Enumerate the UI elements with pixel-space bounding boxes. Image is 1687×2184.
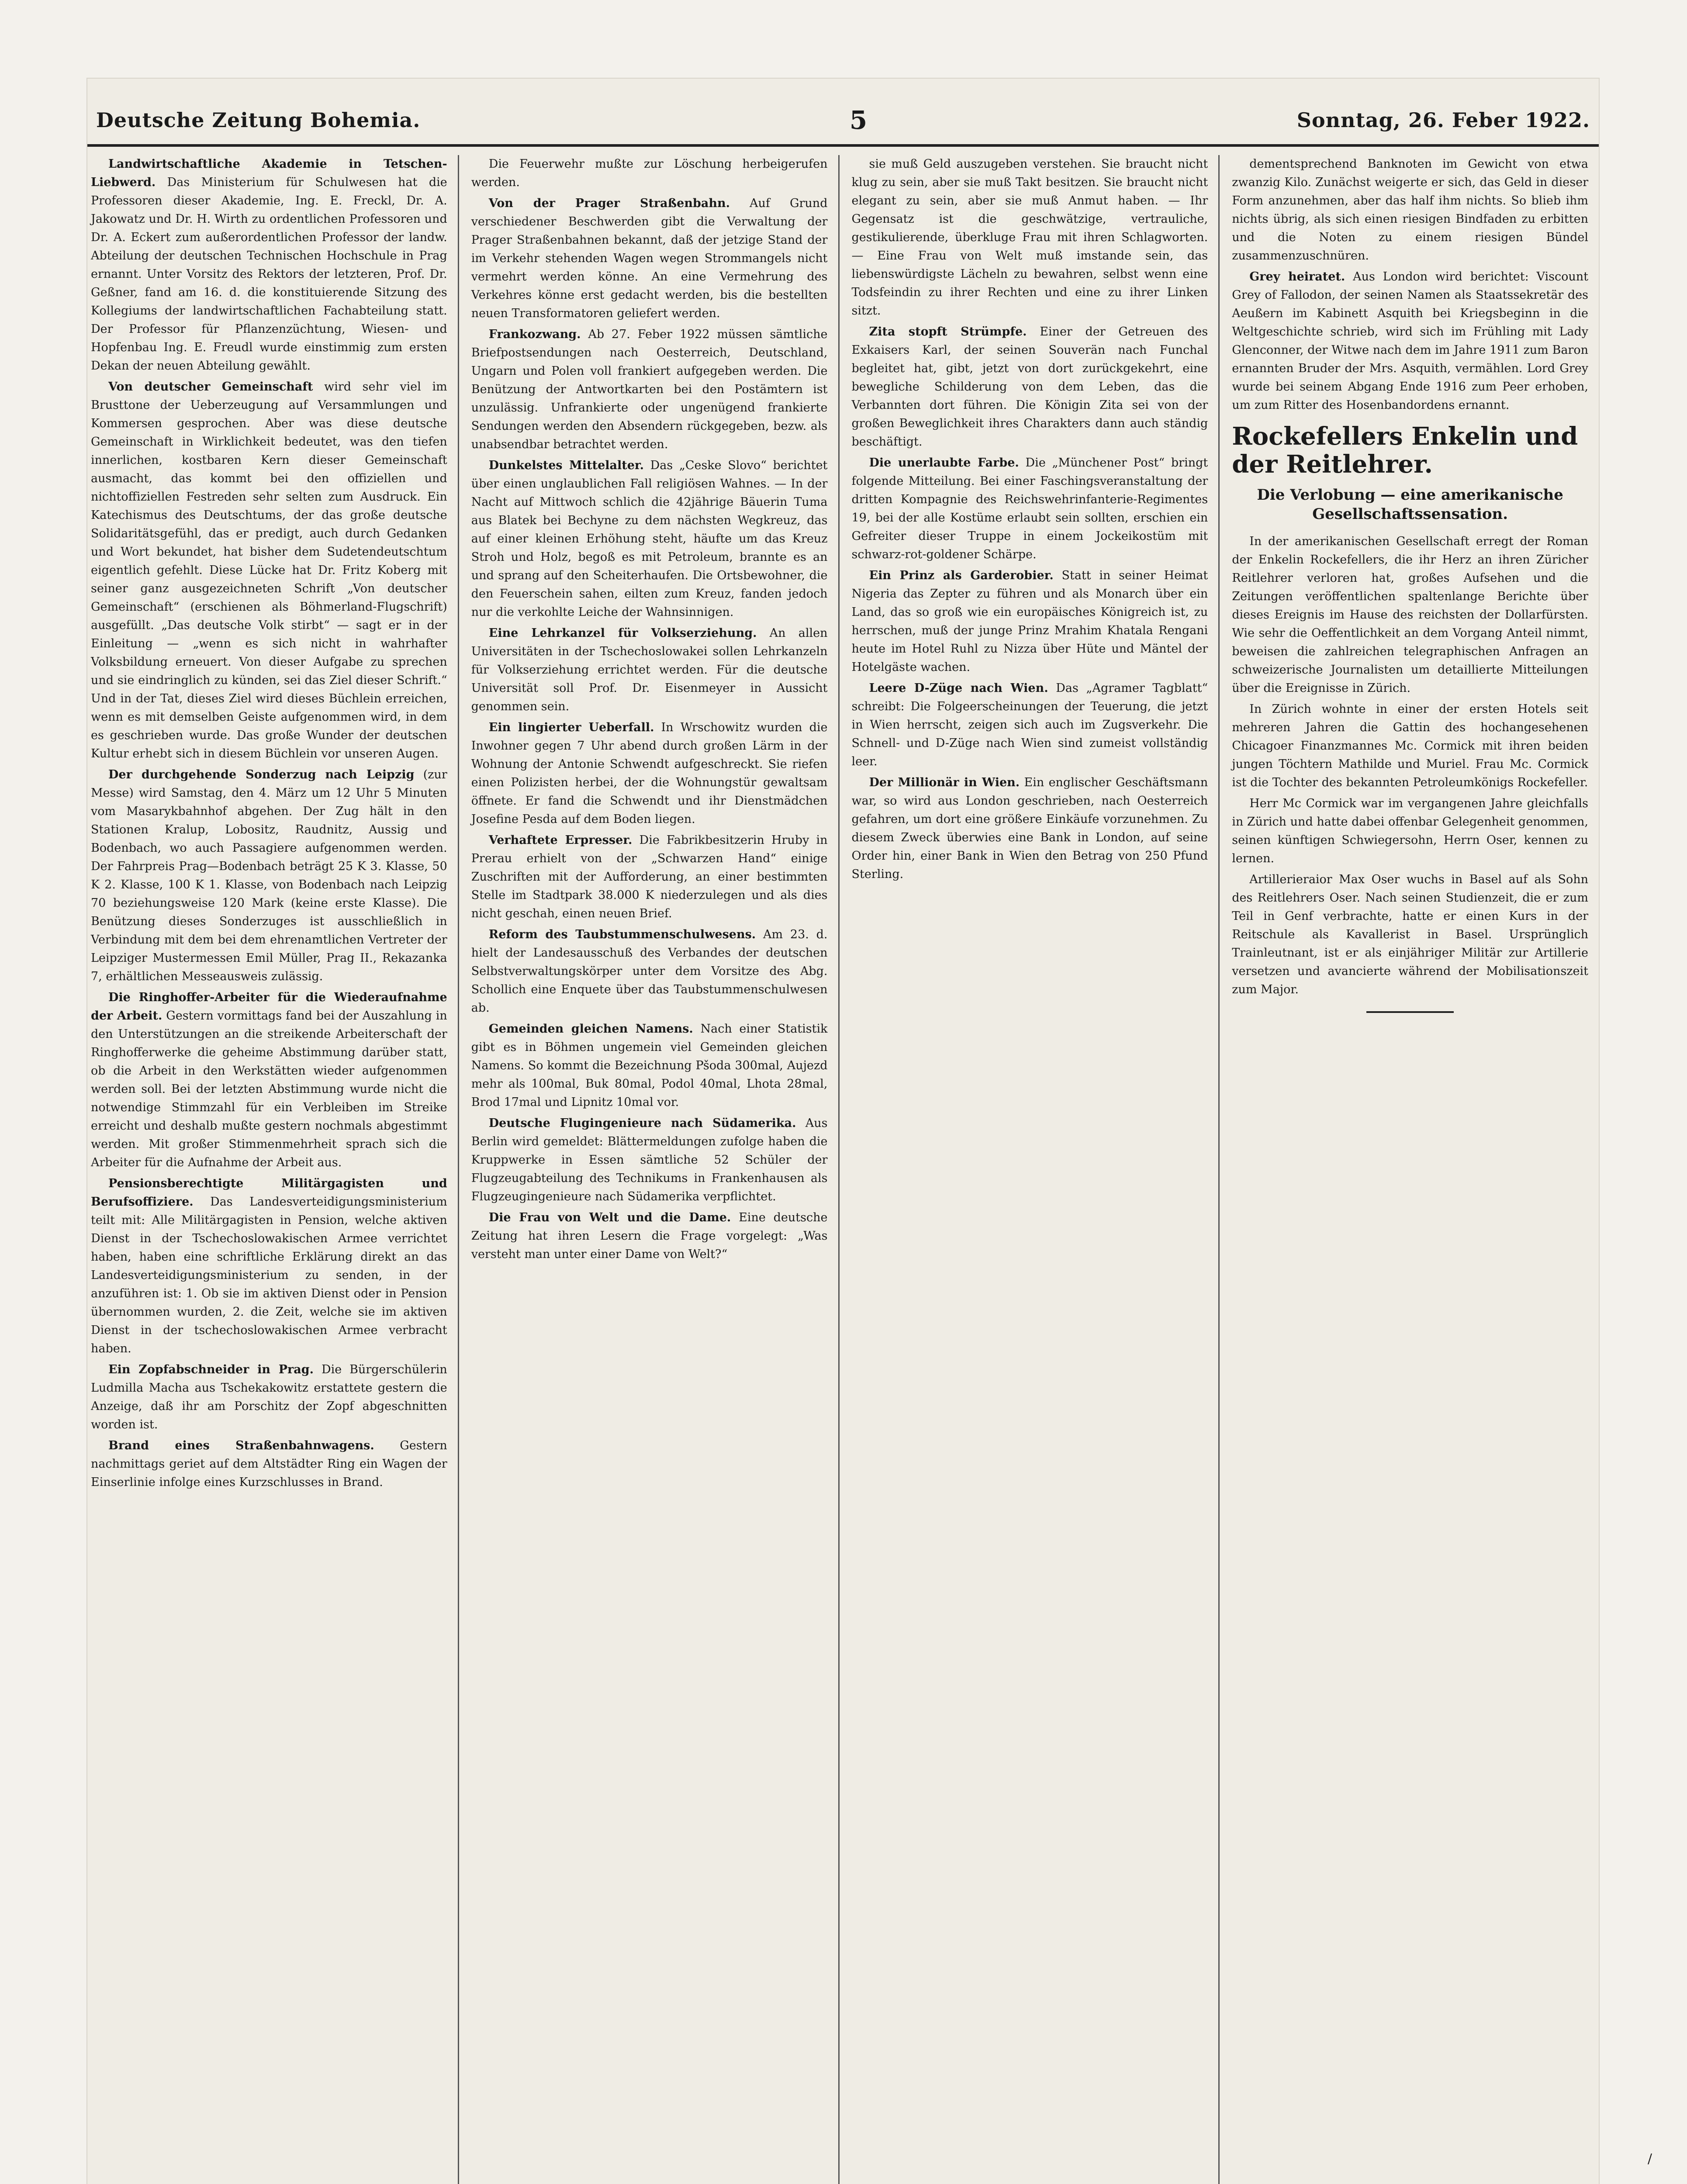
news-item (1232, 871, 1588, 999)
news-item (471, 194, 828, 323)
news-item-lead: Eine Lehrkanzel für Volkserziehung. (488, 626, 757, 640)
news-item (471, 831, 828, 923)
news-item (471, 624, 828, 716)
corner-mark: / (1647, 2151, 1652, 2167)
news-item (852, 679, 1208, 771)
news-item-lead: Dunkelstes Mittelalter. (488, 459, 644, 472)
news-item (471, 926, 828, 1017)
news-item-text: wird sehr viel im Brusttone der Ueberzeugung auf Versammlungen und Kommersen gesprochen. Aber was diese deutsche Gemeinschaft in Wirklichkeit bedeutet, was den tiefen innerlichen, kostbaren Kern dieser Gemeinschaft ausmacht, das kommt bei den offiziellen und nichtoffiziellen Festreden sehr selten zum Ausdruck. Ein Katechismus des Deutschtums, der das große deutsche Solidaritätsgefühl, das er predigt, auch durch Gedanken und Wort bekundet, hat bisher dem Sudetendeutschtum eigentlich gefehlt. Diese Lücke hat Dr. Fritz Koberg mit seiner ganz ausgezeichneten Schrift „Von deutscher Gemeinschaft“ (erschienen als Böhmerland-Flugschrift) ausgefüllt. „Das deutsche Volk stirbt“ — sagt er in der Einleitung — „wenn es sich nicht in wahrhafter Volksbildung erneuert. Von dieser Aufgabe zu sprechen und sie eindringlich zu künden, sei das Ziel dieser Schrift.“ Und in der Tat, dieses Ziel wird dieses Büchlein erreichen, wenn es mit demselben Geiste aufgenommen wird, in dem es geschrieben wurde. Das große Wunder der deutschen Kultur erhebt sich in diesem Büchlein vor unseren Augen. (91, 380, 447, 760)
news-item (852, 323, 1208, 451)
news-item-lead: Verhaftete Erpresser. (488, 833, 633, 847)
news-item-text: In Wrschowitz wurden die Inwohner gegen 7 Uhr abend durch großen Lärm in der Wohnung der Antonie Schwendt aufgeschreckt. Sie riefen einen Polizisten herbei, der die Wohnungstür gewaltsam öffnete. Er fand die Schwendt und ihr Dienstmädchen Josefine Pesda auf dem Boden liegen. (471, 721, 828, 826)
news-item (91, 766, 447, 986)
news-item-text: Die Bürgerschülerin Ludmilla Macha aus Tschekakowitz erstattete gestern die Anzeige, daß ihr am Porschitz der Zopf abgeschnitten worden ist. (91, 1363, 447, 1431)
news-item-text: An allen Universitäten in der Tschechoslowakei sollen Lehrkanzeln für Volkserziehung errichtet werden. Für die deutsche Universität soll Prof. Dr. Eisenmeyer in Aussicht genommen sein. (471, 626, 828, 713)
news-item (471, 325, 828, 454)
column-1 (87, 155, 459, 2184)
news-item-lead: Die Ringhoffer-Arbeiter für die Wiederaufnahme der Arbeit. (91, 991, 447, 1023)
news-item-text: Aus Berlin wird gemeldet: Blättermeldungen zufolge haben die Kruppwerke in Essen sämtliche 52 Schüler der Flugzeugabteilung des Technikums in Frankenhausen als Flugzeugingenieure nach Südamerika verpflichtet. (471, 1116, 828, 1203)
issue-date: Sonntag, 26. Feber 1922. (1296, 108, 1590, 132)
news-item-lead: Ein lingierter Ueberfall. (488, 721, 654, 734)
article-headline: Rockefellers Enkelin und der Reitlehrer. (1232, 422, 1578, 479)
news-item (91, 155, 447, 375)
news-item-lead: Grey heiratet. (1249, 270, 1345, 283)
news-item-text: Das „Agramer Tagblatt“ schreibt: Die Folgeerscheinungen der Teuerung, die jetzt in Wien herrscht, zeigen sich auch im Zugsverkehr. Die Schnell- und D-Züge nach Wien sind zumeist vollständig leer. (851, 681, 1208, 768)
news-item-text: Einer der Getreuen des Exkaisers Karl, der seinen Souverän nach Funchal begleitet hat, gibt, jetzt von dort zurückgekehrt, eine bewegliche Schilderung von dem Leben, das die Verbannten dort führen. Die Königin Zita sei von der großen Beweglichkeit ihres Charakters dann auch ständig beschäftigt. (851, 325, 1208, 449)
news-item-text: (zur Messe) wird Samstag, den 4. März um 12 Uhr 5 Minuten vom Masarykbahnhof abgehen. Der Zug hält in den Stationen Kralup, Lobositz, Raudnitz, Aussig und Bodenbach, wo auch Passagiere aufgenommen werden. Der Fahrpreis Prag—Bodenbach beträgt 25 K 3. Klasse, 50 K 2. Klasse, 100 K 1. Klasse, von Bodenbach nach Leipzig 70 beziehungsweise 120 Mark (keine erste Klasse). Die Benützung dieses Sonderzuges ist ausschließlich in Verbindung mit dem bei dem ehrenamtlichen Vertreter der Leipziger Mustermessen Emil Müller, Prag II., Rekazanka 7, erhältlichen Messeausweis zulässig. (91, 768, 447, 983)
news-item (91, 1437, 447, 1492)
news-item-lead: Reform des Taubstummenschulwesens. (488, 928, 756, 941)
news-item-text: Am 23. d. hielt der Landesausschuß des Verbandes der deutschen Selbstverwaltungskörper unter dem Vorsitze des Abg. Schollich eine Enquete über das Taubstummenschulwesen ab. (471, 928, 828, 1015)
news-item-lead: Von der Prager Straßenbahn. (488, 197, 730, 210)
news-item-text: Nach einer Statistik gibt es in Böhmen ungemein viel Gemeinden gleichen Namens. So kommt die Bezeichnung Pšoda 300mal, Aujezd mehr als 100mal, Buk 80mal, Podol 40mal, Lhota 28mal, Brod 17mal und Lipnitz 10mal vor. (471, 1022, 828, 1109)
news-item-lead: Frankozwang. (488, 328, 581, 341)
end-rule (1366, 1011, 1454, 1013)
article-subheadline: Die Verlobung — eine amerikanische Gesellschaftssensation. (1257, 486, 1563, 523)
news-item-lead: Gemeinden gleichen Namens. (488, 1022, 693, 1036)
news-item (1232, 532, 1588, 698)
news-item (91, 378, 447, 763)
news-item-text: sie muß Geld auszugeben verstehen. Sie braucht nicht klug zu sein, aber sie muß Takt besitzen. Sie braucht nicht elegant zu sein, aber sie muß Anmut haben. — Ihr Gegensatz ist die geschwätzige, vertrauliche, gestikulierende, überkluge Frau mit ihren Schlagworten. — Eine Frau von Welt muß imstande sein, das liebenswürdigste Lächeln zu bewahren, selbst wenn eine Todsfeindin zu ihrer Rechten und eine zu ihrer Linken sitzt. (851, 157, 1208, 318)
news-item-lead: Zita stopft Strümpfe. (869, 325, 1027, 339)
news-item (1232, 700, 1588, 792)
news-item-text: Eine deutsche Zeitung hat ihren Lesern die Frage vorgelegt: „Was versteht man unter einer Dame von Welt?“ (471, 1211, 828, 1261)
news-item-lead: Die Frau von Welt und die Dame. (488, 1211, 731, 1224)
newspaper-page (87, 79, 1599, 2184)
page-header (87, 96, 1599, 144)
news-item-text: Aus London wird berichtet: Viscount Grey of Fallodon, der seinen Namen als Staatssekretär des Aeußern im Kabinett Asquith bei Kriegsbeginn in die Weltgeschichte schrieb, wird sich im Frühling mit Lady Glenconner, der Witwe nach dem im Jahre 1911 zum Baron ernannten Bruder der Mrs. Asquith, vermählen. Lord Grey wurde bei seinem Abgang Ende 1916 zum Peer erhoben, um zum Ritter des Hosenbandordens ernannt. (1232, 270, 1588, 412)
news-item-text: Das Ministerium für Schulwesen hat die Professoren dieser Akademie, Ing. E. Freckl, Dr. A. Jakowatz und Dr. H. Wirth zu ordentlichen Professoren und Dr. A. Eckert zum außerordentlichen Professor der landw. Abteilung der deutschen Technischen Hochschule in Prag ernannt. Unter Vorsitz des Rektors der letzteren, Prof. Dr. Geßner, fand am 16. d. die konstituierende Sitzung des Kollegiums der landwirtschaftlichen Fachabteilung statt. Der Professor für Pflanzenzüchtung, Wiesen- und Hopfenbau Ing. E. Freudl wurde einstimmig zum ersten Dekan der neuen Abteilung gewählt. (91, 176, 447, 373)
news-item-text: Die Fabrikbesitzerin Hruby in Prerau erhielt von der „Schwarzen Hand“ einige Zuschriften mit der Aufforderung, an einer bestimmten Stelle im Stadtpark 38.000 K niederzulegen und als dies nicht geschah, einen neuen Brief. (471, 833, 828, 920)
news-item (471, 155, 828, 192)
news-item (471, 719, 828, 829)
news-item-text: Die „Münchener Post“ bringt folgende Mitteilung. Bei einer Faschingsveranstaltung der dritten Kompagnie des Reichswehrinfanterie-Regimentes 19, bei der alle Kostüme erlaubt sein sollten, erschien ein Gefreiter dieser Truppe in einem Jockeikostüm mit schwarz-rot-goldener Schärpe. (851, 456, 1208, 561)
column-3 (848, 155, 1220, 2184)
news-item-text: Statt in seiner Heimat Nigeria das Zepter zu führen und als Monarch über ein Land, das so groß wie ein europäisches Königreich ist, zu herrschen, muß der junge Prinz Mrahim Khatala Rengani heute im Hotel Ruhl zu Nizza über Hüte und Mäntel der Hotelgäste wachen. (851, 569, 1208, 674)
news-item-lead: Landwirtschaftliche Akademie in Tetschen-Liebwerd. (91, 157, 447, 189)
news-item (91, 1175, 447, 1358)
news-item-text: Ab 27. Feber 1922 müssen sämtliche Briefpostsendungen nach Oesterreich, Deutschland, Ungarn und Polen voll frankiert aufgegeben werden. Die Benützung der Antwortkarten bei den Postämtern ist unzulässig. Unfrankierte oder ungenügend frankierte Sendungen werden den Absendern rückgegeben, bezw. als unabsendbar betrachtet werden. (471, 328, 828, 451)
news-item-text: In Zürich wohnte in einer der ersten Hotels seit mehreren Jahren die Gattin des hochangesehenen Chicagoer Finanzmannes Mc. Cormick mit ihren beiden jungen Töchtern Mathilde und Muriel. Frau Mc. Cormick ist die Tochter des bekannten Petroleumkönigs Rockefeller. (1232, 702, 1588, 789)
news-item-text: Artillerieraior Max Oser wuchs in Basel auf als Sohn des Reitlehrers Oser. Nach seinen Studienzeit, die er zum Teil in Genf verbrachte, hatte er einen Kurs in der Reitschule als Kavallerist in Basel. Ursprünglich Trainleutnant, ist er als einjähriger Militär zur Artillerie versetzen und avancierte während der Mobilisationszeit zum Major. (1232, 873, 1588, 996)
news-item-lead: Pensionsberechtigte Militärgagisten und Berufsoffiziere. (91, 1177, 447, 1209)
news-item-text: In der amerikanischen Gesellschaft erregt der Roman der Enkelin Rockefellers, die ihr Herz an ihren Züricher Reitlehrer verloren hat, großes Aufsehen und die Zeitungen veröffentlichen spaltenlange Berichte über dieses Ereignis im Hause des reichsten der Dollarfürsten. Wie sehr die Oeffentlichkeit an dem Vorgang Anteil nimmt, beweisen die zahlreichen telegraphischen Anfragen an schweizerische Journalisten um detaillierte Mitteilungen über die Ereignisse in Zürich. (1232, 535, 1588, 695)
news-item (91, 988, 447, 1172)
news-item (471, 1020, 828, 1112)
news-item-text: Die Feuerwehr mußte zur Löschung herbeigerufen werden. (471, 157, 828, 189)
news-item (852, 155, 1208, 320)
column-2 (468, 155, 840, 2184)
news-item (852, 567, 1208, 677)
news-item-text: Herr Mc Cormick war im vergangenen Jahre gleichfalls in Zürich und hatte dabei offenbar Gelegenheit genommen, seinen künftigen Schwiegersohn, Herrn Oser, kennen zu lernen. (1232, 797, 1588, 865)
news-item (852, 774, 1208, 884)
news-item-text: Ein englischer Geschäftsmann war, so wird aus London geschrieben, nach Oesterreich gefahren, um dort eine größere Einkäufe vorzunehmen. Zu diesem Zweck überwies eine Bank in London, auf seine Order hin, einer Bank in Wien den Betrag von 250 Pfund Sterling. (851, 776, 1208, 881)
news-item (471, 1114, 828, 1206)
news-item-lead: Der Millionär in Wien. (869, 776, 1020, 789)
news-item-lead: Deutsche Flugingenieure nach Südamerika. (488, 1116, 796, 1130)
news-item (471, 1209, 828, 1264)
header-rule (87, 144, 1599, 147)
news-item (91, 1361, 447, 1434)
news-item (1232, 795, 1588, 868)
news-item (852, 454, 1208, 564)
newspaper-title: Deutsche Zeitung Bohemia. (96, 108, 421, 132)
news-item (471, 456, 828, 622)
column-4 (1228, 155, 1599, 2184)
news-item-text: dementsprechend Banknoten im Gewicht von etwa zwanzig Kilo. Zunächst weigerte er sich, das Geld in dieser Form anzunehmen, aber das half ihm nichts. So blieb ihm nichts übrig, als sich einen riesigen Bindfaden zu erbitten und die Noten zu einem riesigen Bündel zusammenzuschnüren. (1232, 157, 1588, 263)
news-item-lead: Brand eines Straßenbahnwagens. (108, 1439, 374, 1452)
news-item-lead: Die unerlaubte Farbe. (869, 456, 1019, 470)
news-item-lead: Von deutscher Gemeinschaft (108, 380, 313, 394)
news-item-text: Gestern nachmittags geriet auf dem Altstädter Ring ein Wagen der Einserlinie infolge eines Kurzschlusses in Brand. (91, 1439, 447, 1489)
news-item-text: Auf Grund verschiedener Beschwerden gibt die Verwaltung der Prager Straßenbahnen bekannt, daß der jetzige Stand der im Verkehr stehenden Wagen wegen Strommangels nicht vermehrt werden könne. An eine Vermehrung des Verkehres könne erst gedacht werden, bis die bestellten neuen Transformatoren geliefert werden. (471, 197, 828, 320)
news-item-lead: Ein Zopfabschneider in Prag. (108, 1363, 314, 1376)
page-number: 5 (849, 105, 868, 135)
news-item (1232, 155, 1588, 265)
news-item-text: Das Landesverteidigungsministerium teilt mit: Alle Militärgagisten in Pension, welche aktiven Dienst in der Tschechoslowakischen Armee verrichtet haben, haben eine schriftliche Erklärung direkt an das Landesverteidigungsministerium zu senden, in der anzuführen ist: 1. Ob sie im aktiven Dienst oder in Pension übernommen wurden, 2. die Zeit, welche sie im aktiven Dienst in der tschechoslowakischen Armee verbracht haben. (91, 1195, 447, 1355)
news-item-lead: Der durchgehende Sonderzug nach Leipzig (108, 768, 415, 781)
news-item-text: Gestern vormittags fand bei der Auszahlung in den Unterstützungen an die streikende Arbeiterschaft der Ringhofferwerke die geheime Abstimmung darüber statt, ob die Arbeit in den Werkstätten wieder aufgenommen werden soll. Bei der letzten Abstimmung wurde nicht die notwendige Stimmzahl für ein Verbleiben im Streike erreicht und deshalb mußte gestern nochmals abgestimmt werden. Mit großer Stimmenmehrheit sprach sich die Arbeiter für die Aufnahme der Arbeit aus. (91, 1009, 447, 1169)
news-item-lead: Leere D-Züge nach Wien. (869, 681, 1048, 695)
article-columns (87, 155, 1599, 2184)
news-item-text: Das „Ceske Slovo“ berichtet über einen unglaublichen Fall religiösen Wahnes. — In der Nacht auf Mittwoch schlich die 42jährige Bäuerin Tuma aus Blatek bei Bechyne zu dem nächsten Wegkreuz, das auf einer kleinen Erhöhung steht, häufte um das Kreuz Stroh und Holz, begoß es mit Petroleum, brannte es an und sprang auf den Scheiterhaufen. Die Ortsbewohner, die den Feuerschein sahen, eilten zum Kreuz, fanden jedoch nur die verkohlte Leiche der Wahnsinnigen. (471, 459, 828, 619)
news-item-lead: Ein Prinz als Garderobier. (869, 569, 1054, 582)
news-item (1232, 268, 1588, 415)
